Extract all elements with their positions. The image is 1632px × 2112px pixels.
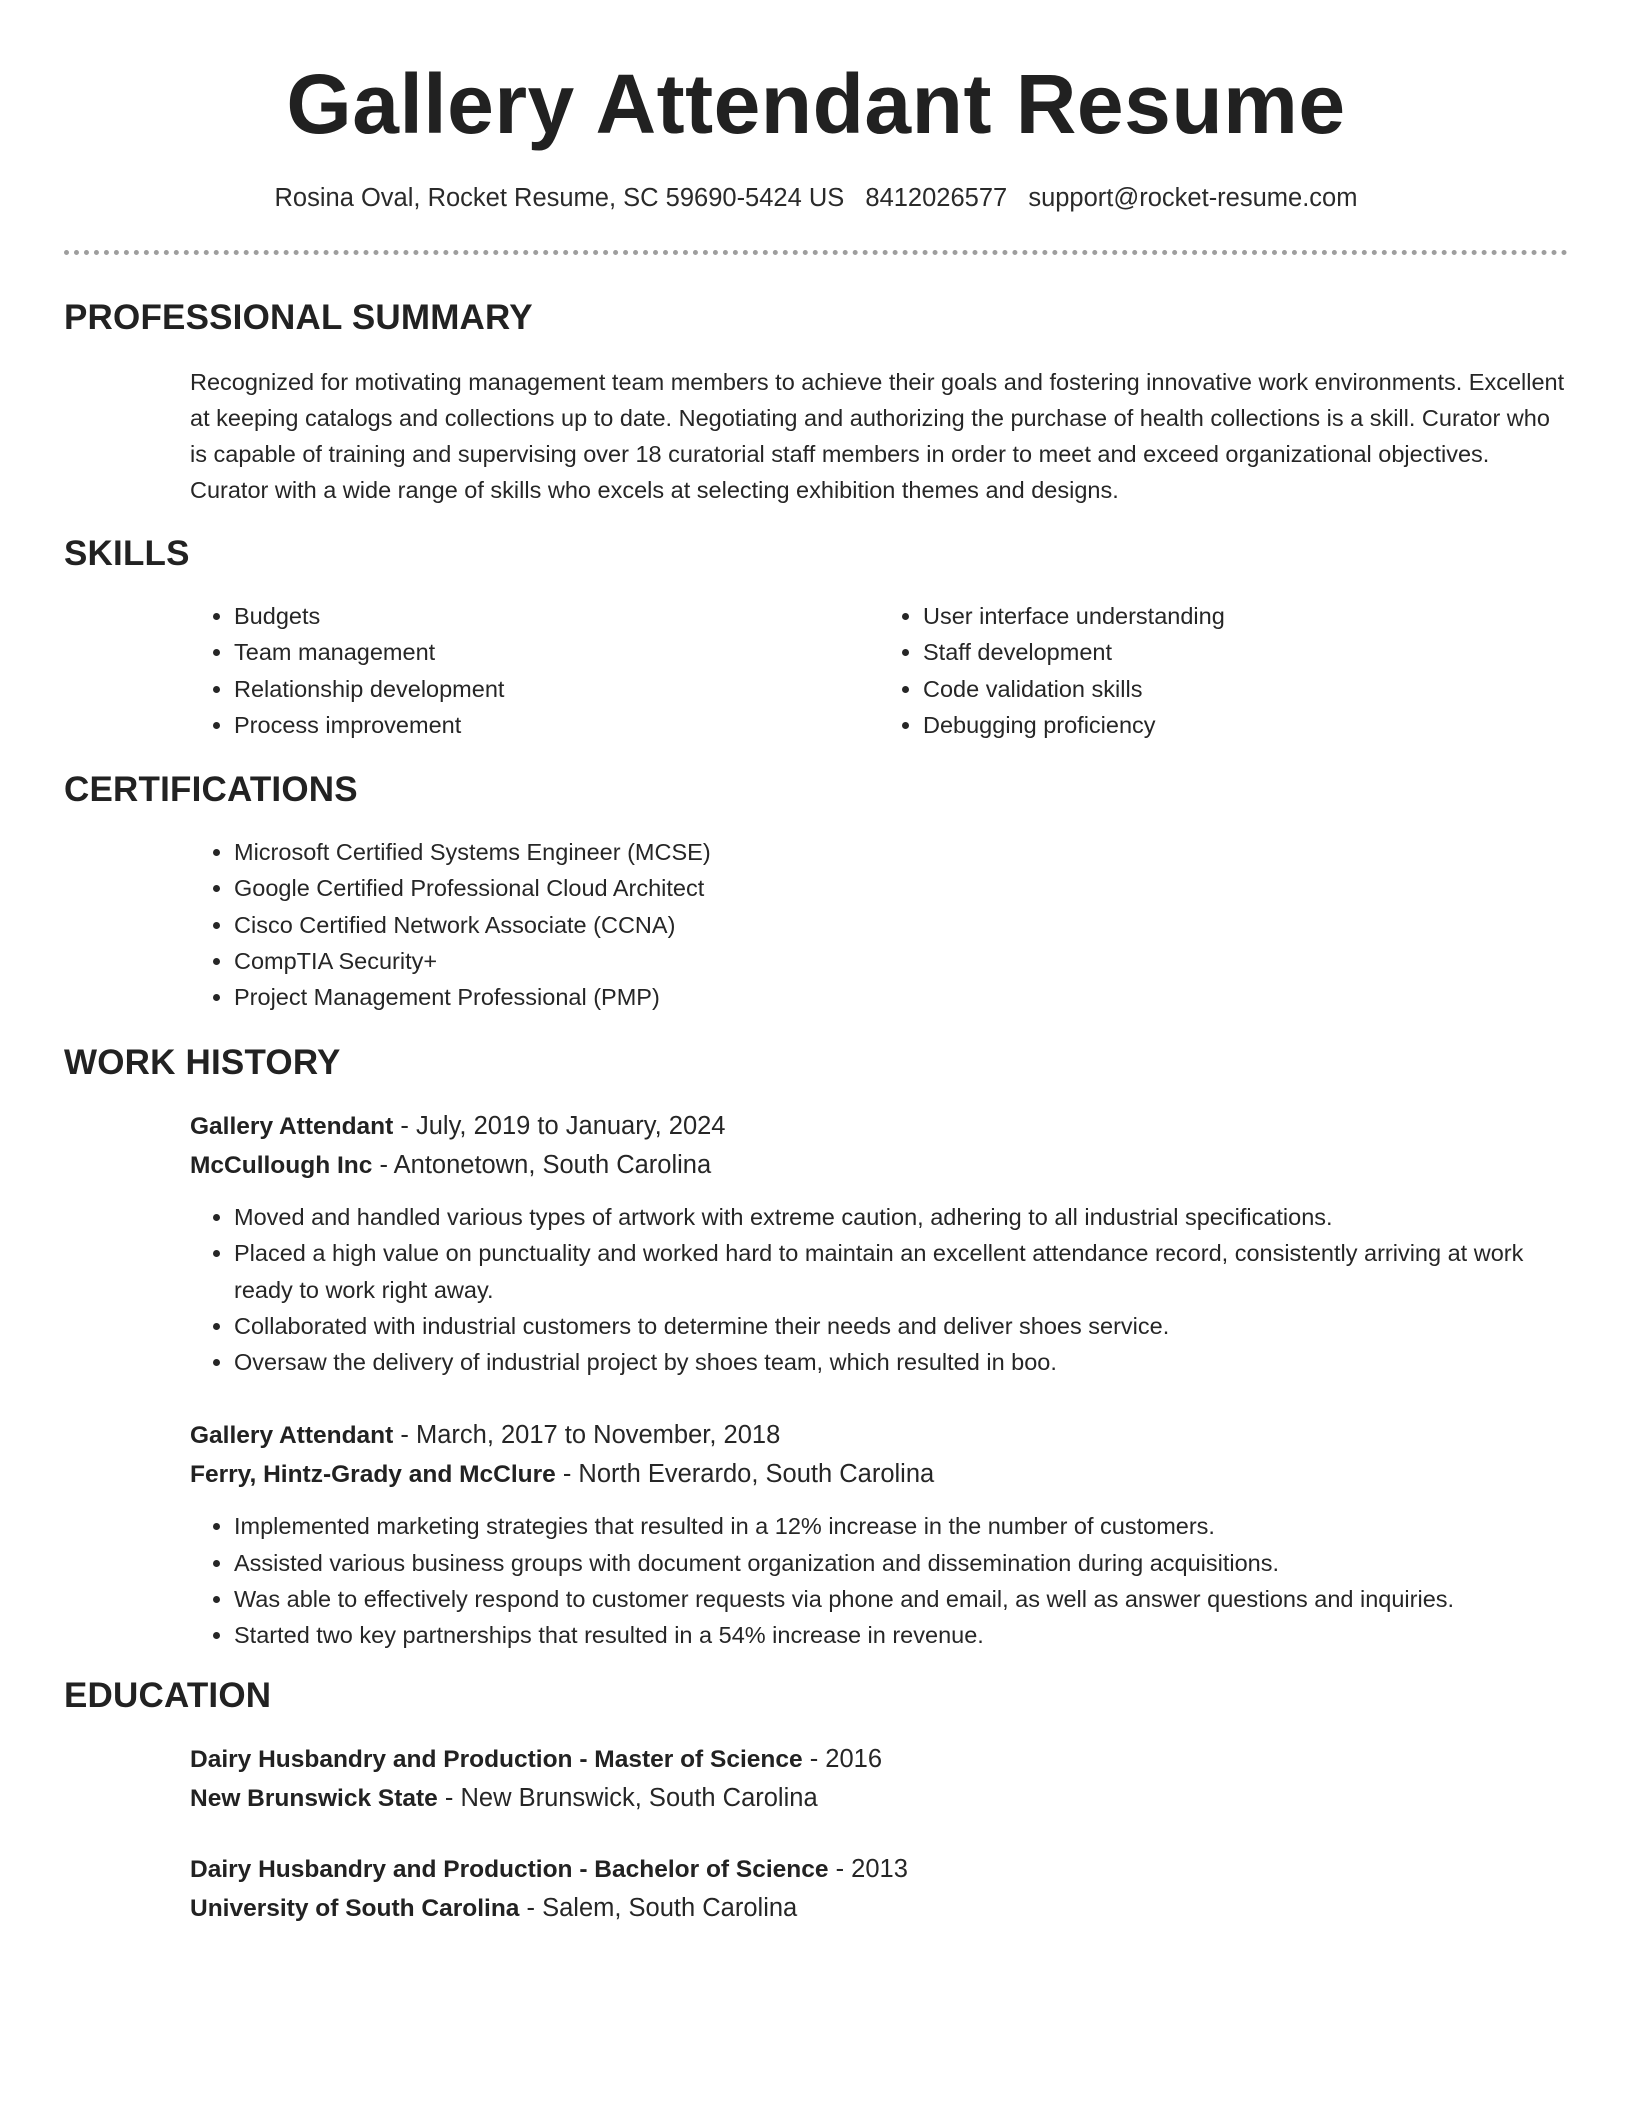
contact-phone: 8412026577	[865, 184, 1008, 212]
education-section	[64, 1674, 1568, 1928]
skills-list-left	[190, 598, 879, 743]
skills-columns	[190, 598, 1568, 743]
job-company: McCullough Inc	[190, 1152, 373, 1179]
job-company: Ferry, Hintz-Grady and McClure	[190, 1461, 556, 1489]
certifications-heading: CERTIFICATIONS	[64, 770, 358, 809]
contact-address: Rosina Oval, Rocket Resume, SC 59690-5424 US	[274, 184, 845, 212]
skill-item: • User interface understanding	[923, 598, 1568, 634]
job-dates: - July, 2019 to January, 2024	[393, 1112, 726, 1140]
education-school: University of South Carolina	[190, 1895, 520, 1922]
contact-email: support@rocket-resume.com	[1028, 184, 1358, 212]
job-title: Gallery Attendant	[190, 1422, 394, 1450]
header-divider	[64, 250, 1568, 255]
work-history-heading: WORK HISTORY	[64, 1043, 341, 1082]
certifications-body	[190, 834, 1568, 1015]
contact-line	[0, 178, 1632, 218]
skill-item: • Process improvement	[234, 707, 879, 743]
job-bullet: • Collaborated with industrial customers to determine their needs and deliver shoes service.	[234, 1308, 1568, 1344]
skills-list-right	[879, 598, 1568, 743]
education-entry	[190, 1740, 1568, 1818]
job-dates: - March, 2017 to November, 2018	[393, 1421, 781, 1450]
certification-item: • Cisco Certified Network Associate (CCNA)	[234, 907, 1568, 943]
job-bullet: • Placed a high value on punctuality and worked hard to maintain an excellent attendance record, consistently arriving at work ready to work right away.	[234, 1235, 1568, 1308]
skill-item: • Team management	[234, 634, 879, 670]
job-title: Gallery Attendant	[190, 1113, 394, 1140]
job-bullet: • Started two key partnerships that resulted in a 54% increase in revenue.	[234, 1617, 1568, 1653]
summary-section	[64, 296, 1568, 508]
resume-title: Gallery Attendant Resume	[286, 57, 1346, 151]
skill-item: • Relationship development	[234, 671, 879, 707]
education-degree-line	[190, 1740, 1568, 1779]
skills-section	[64, 532, 1568, 743]
job-bullet: • Was able to effectively respond to customer requests via phone and email, as well as answer questions and inquiries.	[234, 1581, 1568, 1617]
job-company-line	[190, 1146, 1568, 1185]
certification-item: • Google Certified Professional Cloud Architect	[234, 870, 1568, 906]
education-location: - Salem, South Carolina	[519, 1894, 798, 1922]
education-school: New Brunswick State	[190, 1785, 438, 1812]
certifications-section	[64, 768, 1568, 1015]
education-degree-line	[190, 1850, 1568, 1889]
job-entry	[190, 1416, 1568, 1653]
education-degree: Dairy Husbandry and Production - Master of Science	[190, 1746, 803, 1773]
work-history-body	[190, 1107, 1568, 1654]
summary-heading: PROFESSIONAL SUMMARY	[64, 298, 533, 337]
job-location: - North Everardo, South Carolina	[555, 1460, 935, 1489]
certifications-list	[190, 834, 1568, 1015]
education-degree: Dairy Husbandry and Production - Bachelor of Science	[190, 1856, 829, 1883]
job-bullets	[190, 1199, 1568, 1380]
certification-item: • Project Management Professional (PMP)	[234, 979, 1568, 1015]
job-bullet: • Assisted various business groups with document organization and dissemination during acquisitions.	[234, 1545, 1568, 1581]
job-bullet: • Oversaw the delivery of industrial project by shoes team, which resulted in boo.	[234, 1344, 1568, 1380]
education-year: - 2016	[802, 1745, 883, 1773]
job-bullet: • Implemented marketing strategies that resulted in a 12% increase in the number of customers.	[234, 1508, 1568, 1544]
work-history-section	[64, 1041, 1568, 1654]
job-title-line	[190, 1107, 1568, 1146]
education-location: - New Brunswick, South Carolina	[437, 1784, 818, 1812]
job-location: - Antonetown, South Carolina	[372, 1151, 712, 1179]
job-entry	[190, 1107, 1568, 1380]
education-heading: EDUCATION	[64, 1676, 272, 1715]
job-bullet: • Moved and handled various types of artwork with extreme caution, adhering to all industrial specifications.	[234, 1199, 1568, 1235]
education-entry	[190, 1850, 1568, 1928]
education-school-line	[190, 1889, 1568, 1928]
skills-heading: SKILLS	[64, 534, 190, 573]
education-school-line	[190, 1779, 1568, 1818]
job-bullets	[190, 1508, 1568, 1653]
skill-item: • Debugging proficiency	[923, 707, 1568, 743]
education-body	[190, 1740, 1568, 1928]
job-title-line	[190, 1416, 1568, 1455]
skill-item: • Code validation skills	[923, 671, 1568, 707]
skill-item: • Staff development	[923, 634, 1568, 670]
certification-item: • CompTIA Security+	[234, 943, 1568, 979]
skill-item: • Budgets	[234, 598, 879, 634]
certification-item: • Microsoft Certified Systems Engineer (MCSE)	[234, 834, 1568, 870]
education-year: - 2013	[828, 1855, 908, 1883]
summary-text: Recognized for motivating management team members to achieve their goals and fostering innovative work environments. Excellent at keeping catalogs and collections up to date. Negotiating and authorizing the purchase of health collections is a skill. Curator who is capable of training and supervising over 18 curatorial staff members in order to meet and exceed organizational objectives. Curator with a wide range of skills who excels at selecting exhibition themes and designs.	[190, 369, 1565, 503]
job-company-line	[190, 1455, 1568, 1494]
